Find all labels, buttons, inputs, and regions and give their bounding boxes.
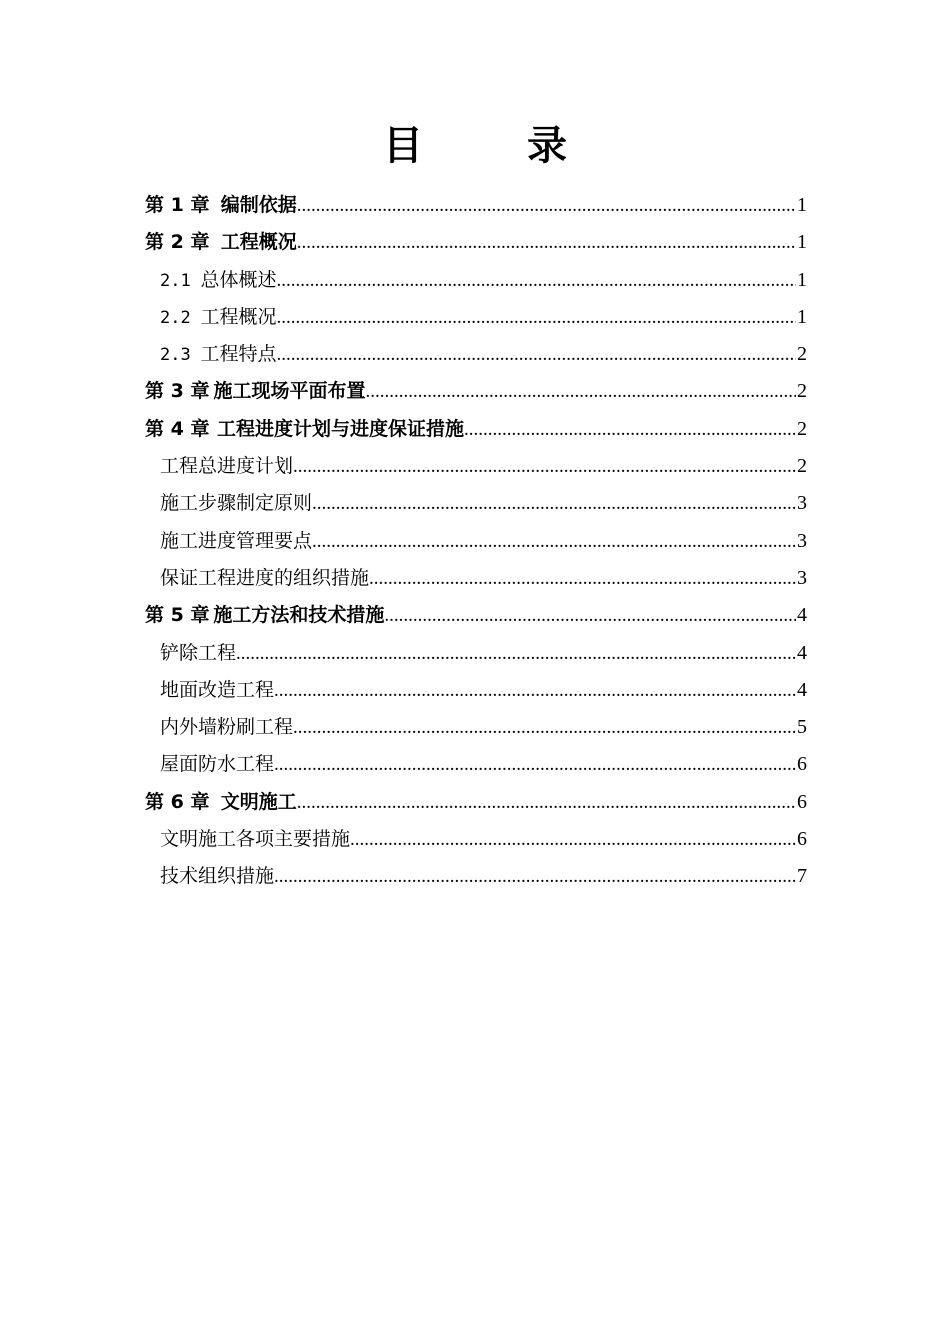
toc-entry[interactable]	[145, 523, 807, 560]
toc-dot-leader	[277, 336, 797, 373]
toc-entry-number: 第 5 章	[145, 604, 210, 627]
toc-entry[interactable]	[145, 672, 807, 709]
toc-entry-label: 编制依据	[220, 194, 297, 216]
toc-dot-leader	[297, 187, 796, 224]
toc-page-number: 1	[797, 305, 807, 328]
toc-entry[interactable]	[145, 336, 807, 373]
toc-entry-label: 屋面防水工程	[160, 753, 275, 776]
toc-page-number: 2	[797, 417, 807, 440]
toc-dot-leader	[369, 560, 796, 597]
toc-dot-leader	[297, 784, 796, 821]
toc-page-number: 4	[797, 641, 807, 664]
toc-page-number: 3	[797, 529, 807, 552]
toc-page-number: 2	[797, 455, 807, 478]
toc-entry-label: 铲除工程	[160, 641, 237, 664]
toc-entry-label: 技术组织措施	[160, 865, 275, 888]
toc-entry-label: 文明施工	[220, 790, 297, 813]
toc-dot-leader	[274, 672, 796, 709]
toc-entry[interactable]	[145, 262, 807, 299]
toc-page-number: 3	[797, 566, 807, 589]
toc-dot-leader	[293, 709, 796, 746]
toc-entry-label: 工程特点	[200, 343, 277, 366]
toc-dot-leader	[277, 262, 797, 299]
toc-title-char-1: 目	[383, 123, 423, 169]
toc-entry[interactable]	[145, 187, 807, 224]
toc-dot-leader	[312, 485, 796, 522]
toc-entry-number: 2.3	[160, 345, 191, 366]
toc-dot-leader	[350, 821, 796, 858]
toc-page-number: 4	[797, 604, 807, 627]
toc-dot-leader	[312, 523, 796, 560]
toc-entry-label: 施工步骤制定原则	[160, 492, 313, 515]
toc-entry-label: 内外墙粉刷工程	[160, 716, 294, 739]
toc-page-number: 6	[797, 753, 807, 776]
toc-page-number: 2	[797, 380, 807, 403]
toc-dot-leader	[464, 411, 796, 448]
toc-page-number: 5	[797, 716, 807, 739]
toc-entry-label: 施工现场平面布置	[213, 380, 366, 403]
toc-entry-label: 总体概述	[200, 268, 277, 291]
toc-entry-label: 文明施工各项主要措施	[160, 828, 351, 851]
toc-page-number: 6	[797, 790, 807, 813]
toc-dot-leader	[277, 299, 797, 336]
toc-entry-label: 工程概况	[220, 231, 297, 254]
toc-dot-leader	[274, 746, 796, 783]
toc-entry-label: 地面改造工程	[160, 678, 275, 701]
toc-entry[interactable]	[145, 858, 807, 895]
toc-title-char-2: 录	[527, 123, 567, 169]
toc-dot-leader	[366, 373, 796, 410]
toc-entry[interactable]	[145, 597, 807, 634]
toc-entry-number: 第 6 章	[145, 790, 210, 813]
toc-page-number: 2	[797, 343, 807, 366]
toc-entry-number: 第 4 章	[145, 417, 210, 440]
toc-entry-label: 施工进度管理要点	[160, 529, 313, 552]
toc-entry[interactable]	[145, 821, 807, 858]
toc-page-number: 6	[797, 828, 807, 851]
toc-entry[interactable]	[145, 635, 807, 672]
toc-dot-leader	[274, 858, 796, 895]
toc-entry[interactable]	[145, 784, 807, 821]
toc-entry-number: 2.1	[160, 270, 191, 291]
toc-page-number: 7	[797, 865, 807, 888]
toc-entry[interactable]	[145, 448, 807, 485]
toc-entry[interactable]	[145, 299, 807, 336]
toc-page-number: 1	[797, 268, 807, 291]
toc-title	[0, 118, 950, 174]
toc-list	[145, 187, 807, 896]
toc-entry[interactable]	[145, 411, 807, 448]
toc-page-number: 1	[797, 231, 807, 254]
toc-page-number: 4	[797, 678, 807, 701]
toc-dot-leader	[297, 224, 796, 261]
toc-entry-label: 施工方法和技术措施	[213, 604, 385, 627]
toc-entry-number: 第 2 章	[145, 231, 210, 254]
toc-entry[interactable]	[145, 560, 807, 597]
toc-dot-leader	[236, 635, 796, 672]
toc-entry-label: 工程进度计划与进度保证措施	[216, 417, 464, 440]
toc-dot-leader	[293, 448, 796, 485]
toc-entry[interactable]	[145, 373, 807, 410]
toc-entry[interactable]	[145, 709, 807, 746]
toc-dot-leader	[384, 597, 796, 634]
toc-entry-number: 第 1 章	[145, 194, 210, 216]
toc-entry[interactable]	[145, 224, 807, 261]
toc-entry-label: 工程总进度计划	[160, 455, 294, 478]
toc-entry[interactable]	[145, 746, 807, 783]
toc-entry-label: 保证工程进度的组织措施	[160, 566, 370, 589]
toc-entry-label: 工程概况	[200, 305, 277, 328]
toc-entry[interactable]	[145, 485, 807, 522]
toc-entry-number: 第 3 章	[145, 380, 210, 403]
toc-page-number: 3	[797, 492, 807, 515]
toc-entry-number: 2.2	[160, 307, 191, 328]
toc-page-number: 1	[797, 194, 807, 216]
